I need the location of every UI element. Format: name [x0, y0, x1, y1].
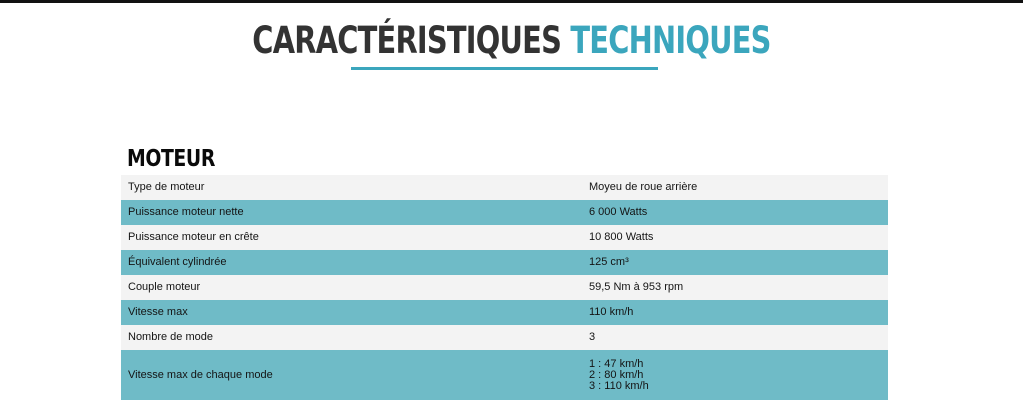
spec-row [121, 300, 888, 325]
spec-label: Type de moteur [121, 175, 582, 200]
spec-label: Couple moteur [121, 275, 582, 300]
title-underline [351, 67, 658, 70]
spec-table [121, 175, 888, 400]
spec-row [121, 225, 888, 250]
top-border [0, 0, 1023, 3]
spec-row [121, 350, 888, 400]
spec-value-multiline [582, 350, 888, 400]
spec-value-line: 2 : 80 km/h [589, 368, 644, 381]
spec-value: 3 [582, 325, 888, 350]
spec-value: 59,5 Nm à 953 rpm [582, 275, 888, 300]
spec-row [121, 175, 888, 200]
page-title-accent: TECHNIQUES [570, 19, 771, 62]
spec-value: Moyeu de roue arrière [582, 175, 888, 200]
spec-label: Nombre de mode [121, 325, 582, 350]
spec-value: 10 800 Watts [582, 225, 888, 250]
spec-row [121, 275, 888, 300]
spec-value: 125 cm³ [582, 250, 888, 275]
spec-value: 110 km/h [582, 300, 888, 325]
spec-label: Équivalent cylindrée [121, 250, 582, 275]
spec-row [121, 325, 888, 350]
page-title [113, 14, 911, 68]
spec-row [121, 200, 888, 225]
spec-row [121, 250, 888, 275]
spec-label: Puissance moteur nette [121, 200, 582, 225]
spec-label: Puissance moteur en crête [121, 225, 582, 250]
spec-value: 6 000 Watts [582, 200, 888, 225]
page-title-main: CARACTÉRISTIQUES [252, 19, 562, 62]
section-heading: MOTEUR [127, 146, 215, 172]
spec-label: Vitesse max de chaque mode [121, 350, 582, 400]
spec-value-line: 3 : 110 km/h [589, 379, 649, 392]
spec-value-line: 1 : 47 km/h [589, 357, 644, 370]
spec-label: Vitesse max [121, 300, 582, 325]
